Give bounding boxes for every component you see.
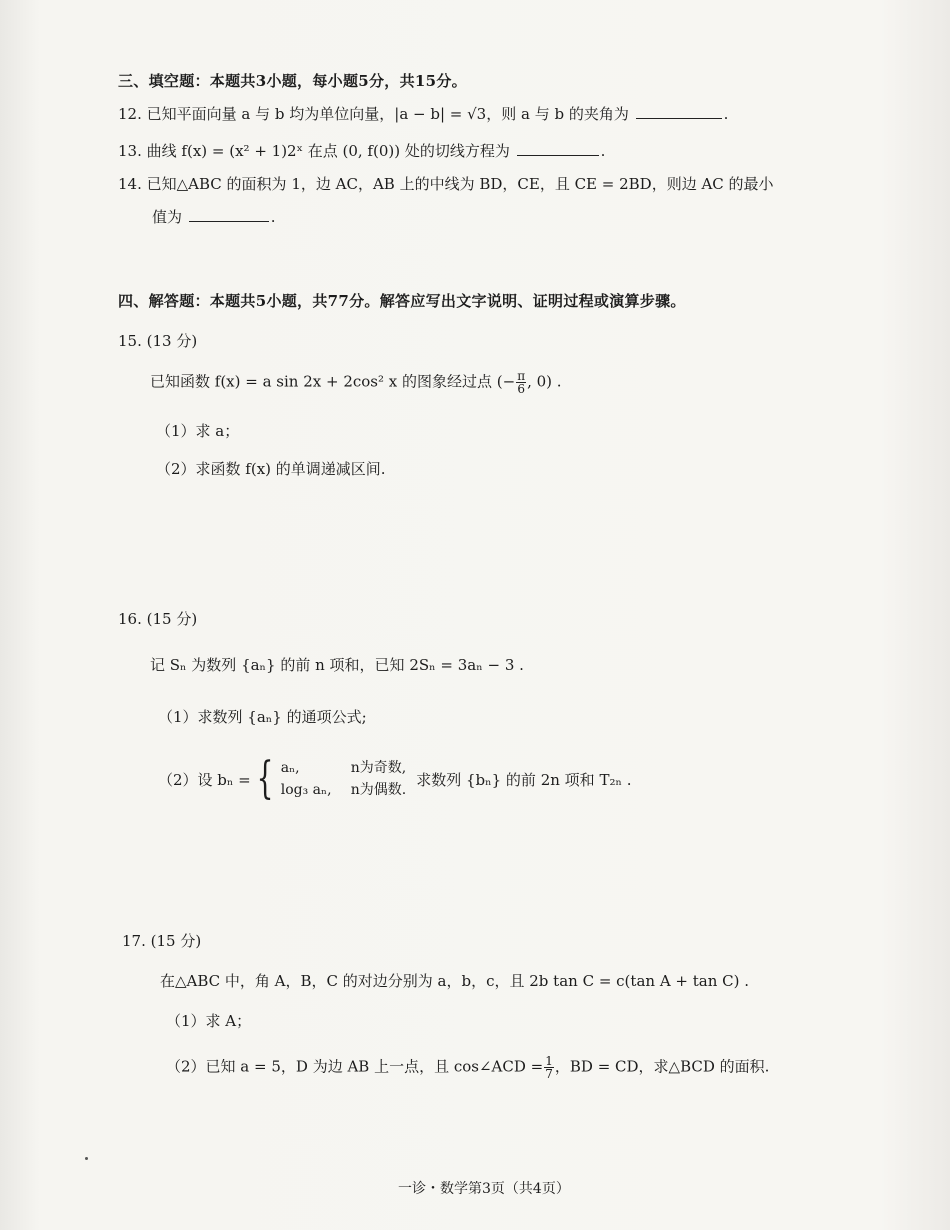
fill-section-header: 三、填空题：本题共3小题，每小题5分，共15分。 [118,72,467,90]
question-14-cont [152,206,276,227]
q14-cont-text: 值为 [152,208,183,226]
q17-frac-num: 1 [545,1054,553,1068]
question-15-stem [150,370,562,395]
q15-frac-num: π [517,369,526,383]
q14-end: . [270,208,276,226]
question-13 [118,140,605,161]
q16-score: (15 分) [146,610,198,628]
speck-dot [85,1157,88,1160]
q14-text: 已知△ABC 的面积为 1，边 AC，AB 上的中线为 BD，CE，且 CE = 2BD，则边 AC 的最小 [146,175,774,193]
q15-frac-den: 6 [517,382,525,396]
q16-case-even [281,779,406,801]
q16-piecewise [281,757,406,801]
q17-score: (15 分) [150,932,202,950]
q15-fraction [516,370,526,395]
q16-case2-expr: log₃ aₙ, [280,782,332,798]
q17-part-2 [166,1055,769,1080]
q17-part-1: （1）求 A； [166,1012,252,1030]
q16-case2-cond: n为偶数. [350,782,407,798]
q16-case1-cond: n为奇数, [350,760,407,776]
q12-text: 已知平面向量 a 与 b 均为单位向量，|a − b| = √3，则 a 与 b 的夹角为 [146,105,629,123]
q15-part-1: （1）求 a； [156,422,240,440]
q13-number: 13. [118,142,142,160]
q15-score: (13 分) [146,332,198,350]
question-17-header [122,930,201,951]
q15-stem-a: 已知函数 f(x) = a sin 2x + 2cos² x 的图象经过点 (− [150,372,516,391]
q16-stem: 记 Sₙ 为数列 {aₙ} 的前 n 项和，已知 2Sₙ = 3aₙ − 3 . [150,656,524,674]
q12-end: . [723,105,729,123]
question-14 [118,173,774,194]
q14-number: 14. [118,175,142,193]
q17-frac-den: 7 [545,1067,553,1081]
q12-number: 12. [118,105,142,123]
left-brace-icon: { [256,753,274,804]
q13-answer-blank[interactable] [517,141,599,156]
question-12 [118,103,728,124]
q17-p2-a: （2）已知 a = 5，D 为边 AB 上一点，且 cos∠ACD = [166,1057,544,1076]
q16-p2-pre: （2）设 bₙ = [158,770,251,789]
q15-stem-b: , 0) . [527,372,562,391]
q16-part-1: （1）求数列 {aₙ} 的通项公式; [158,708,367,726]
q16-p2-post: 求数列 {bₙ} 的前 2n 项和 T₂ₙ . [416,770,632,789]
q13-text: 曲线 f(x) = (x² + 1)2ˣ 在点 (0, f(0)) 处的切线方程为 [146,142,510,160]
answer-section-header: 四、解答题：本题共5小题，共77分。解答应写出文字说明、证明过程或演算步骤。 [118,292,686,310]
q17-number: 17. [122,932,146,950]
q16-case1-expr: aₙ, [280,760,300,776]
q16-p2-row [158,753,632,804]
q17-p2-b: ，BD = CD，求△BCD 的面积. [554,1057,770,1076]
q17-fraction [544,1055,554,1080]
question-15-header [118,330,197,351]
q17-stem: 在△ABC 中，角 A，B，C 的对边分别为 a，b，c，且 2b tan C = c(tan A + tan C) . [160,972,750,990]
q16-part-2 [158,753,632,804]
q16-case-odd [281,757,406,779]
q12-answer-blank[interactable] [636,104,722,119]
q15-number: 15. [118,332,142,350]
question-16-header [118,608,197,629]
q13-end: . [600,142,606,160]
page-footer: 一诊・数学第3页（共4页） [398,1181,570,1197]
q15-part-2: （2）求函数 f(x) 的单调递减区间. [156,460,386,478]
q14-answer-blank[interactable] [189,207,269,222]
q16-number: 16. [118,610,142,628]
